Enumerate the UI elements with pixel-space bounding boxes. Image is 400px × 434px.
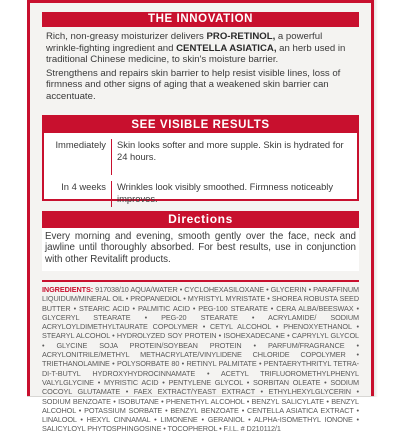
innovation-text-c: a powerful wrinkle-fighting ingredient and <box>46 31 323 54</box>
innovation-paragraph-1 <box>46 31 355 66</box>
centella-highlight: CENTELLA ASIATICA, <box>176 42 277 54</box>
results-when: Immediately <box>55 139 106 150</box>
pro-retinol-highlight: PRO-RETINOL, <box>206 31 276 42</box>
results-row-immediately <box>44 139 357 175</box>
innovation-heading: THE INNOVATION <box>42 12 359 27</box>
innovation-section <box>42 12 359 104</box>
results-heading: SEE VISIBLE RESULTS <box>44 117 357 133</box>
innovation-text-a: Rich, non-greasy moisturizer delivers <box>46 31 207 42</box>
innovation-text-e: an herb used in traditional Chinese medicine, to skin's moisture barrier. <box>46 42 346 66</box>
box-edge-shadow <box>374 0 378 397</box>
results-divider <box>111 139 112 175</box>
results-divider <box>111 181 112 207</box>
ingredients-label: INGREDIENTS: <box>42 285 94 294</box>
innovation-paragraph-2: Strengthens and repairs skin barrier to help resist visible lines, loss of firmness and other signs of aging that a weakened skin barrier can accentuate. <box>46 67 341 102</box>
ingredients-section <box>42 280 359 434</box>
innovation-body <box>42 27 359 103</box>
product-box-panel <box>27 0 374 434</box>
directions-heading: Directions <box>42 211 359 228</box>
ingredients-list: 917038/10 AQUA/WATER • CYCLOHEXASILOXANE • GLYCERIN • PARAFFINUM LIQUIDUM/MINERAL OIL • PROPANEDIOL • MYRISTYL MYRISTATE • SHOREA ROBUSTA SEED BUTTER • STEARIC ACID • PALMITIC ACID • PEG-100 STEARATE • CERA ALBA/BEESWAX • GLYCERYL STEARATE • PEG-20 STEARATE • ACRYLAMIDE/ SODIUM ACRYLOYLDIMETHYLTAURATE COPOLYMER • CETYL ALCOHOL • PHENOXYETHANOL • STEARYL ALCOHOL • HYDROLYZED SOY PROTEIN • ISOHEXADECANE • CAPRYLYL GLYCOL • GLYCINE SOJA PROTEIN/SOYBEAN PROTEIN • PARFUM/FRAGRANCE • ACRYLONITRILE/METHYL METHACRYLATE/VINYLIDENE CHLORIDE COPOLYMER • TRIETHANOLAMINE • POLYSORBATE 80 • RETINYL PALMITATE • PENTAERYTHRITYL TETRA-DI-T-BUTYL HYDROXYHYDROCINNAMATE • ACETYL TRIFLUOROMETHYLPHENYL VALYLGLYCINE • MYRISTIC ACID • PENTYLENE GLYCOL • SORBITAN OLEATE • SODIUM COCOYL GLUTAMATE • FAEX EXTRACT/YEAST EXTRACT • ETHYLHEXYLGLYCERIN • SODIUM BENZOATE • ISOBUTANE • PHENETHYL ALCOHOL • BENZYL SALICYLATE • BENZYL ALCOHOL • POTASSIUM SORBATE • BENZYL BENZOATE • CENTELLA ASIATICA EXTRACT • LINALOOL • HEXYL CINNAMAL • LIMONENE • GERANIOL • ALPHA-ISOMETHYL IONONE • SALICYLOYL PHYTOSPHINGOSINE • TOCOPHEROL • F.I.L. # D210112/1 <box>42 285 359 434</box>
directions-text: Every morning and evening, smooth gently over the face, neck and jawline until thoroughly absorbed. For best results, use in conjunction with other Revitalift products. <box>45 231 356 265</box>
results-section <box>42 115 359 204</box>
directions-section <box>42 211 359 271</box>
results-row-4-weeks <box>44 181 357 211</box>
results-what: Wrinkles look visibly smoothed. Firmness noticeably improves. <box>117 181 334 204</box>
results-what: Skin looks softer and more supple. Skin is hydrated for 24 hours. <box>117 139 344 162</box>
results-when: In 4 weeks <box>61 181 106 192</box>
